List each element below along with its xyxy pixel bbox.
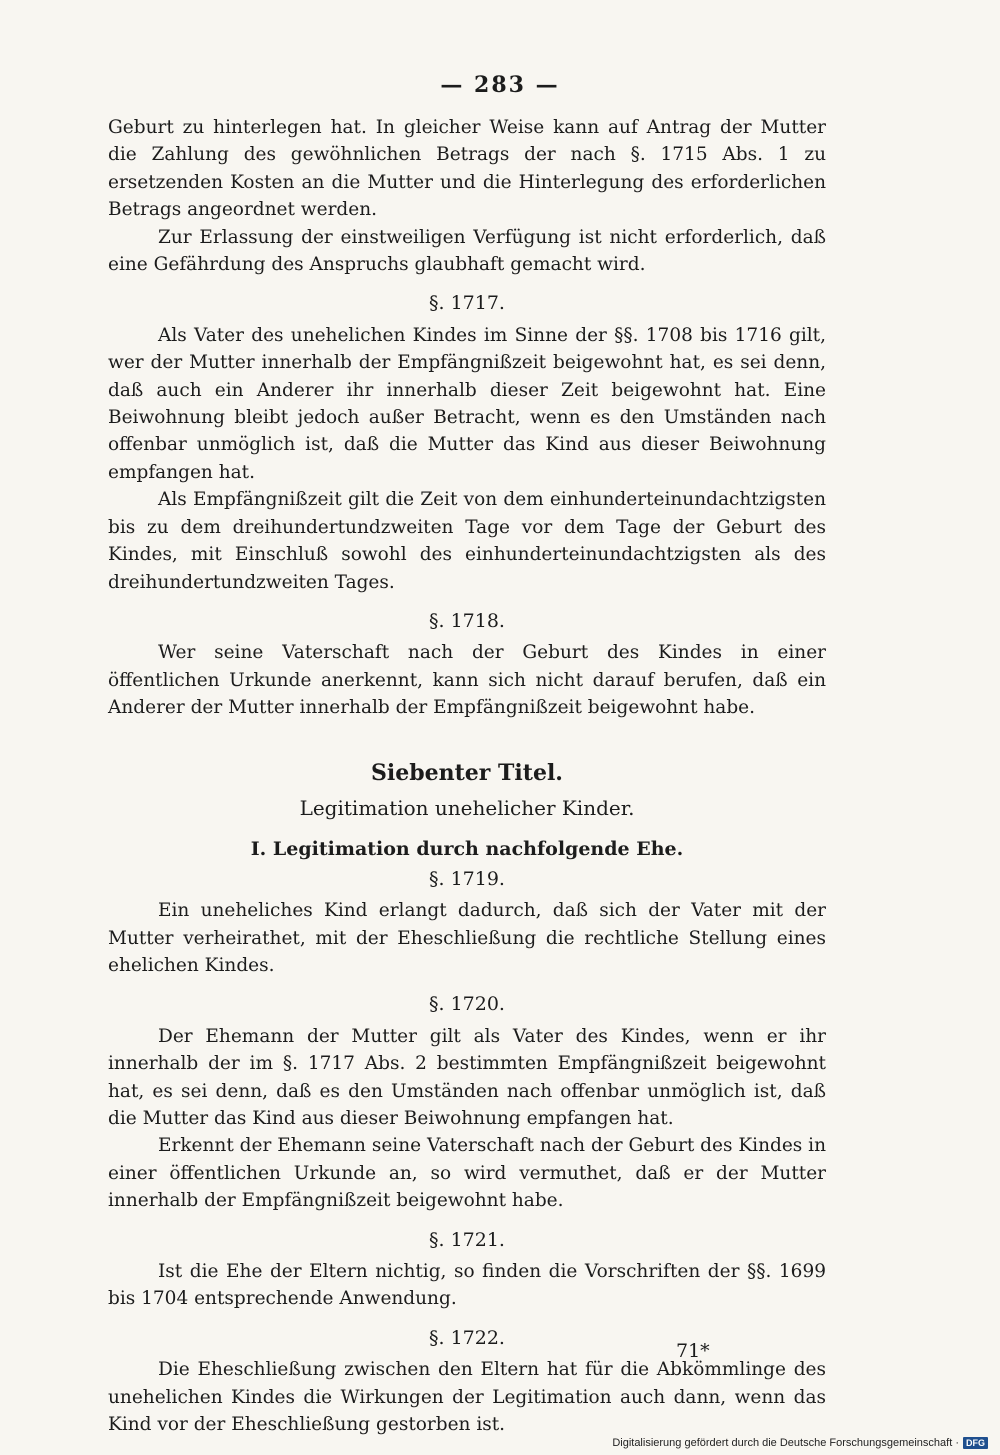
- section-heading-1722: §. 1722.: [429, 1326, 505, 1349]
- paragraph: Als Empfängnißzeit gilt die Zeit von dem einhunderteinundachtzigsten bis zu dem dreihundertundzweiten Tage vor dem Tage der Geburt des Kindes, mit Einschluß sowohl des einhunderteinundachtzigsten als des dreihundertundzweiten Tages.: [108, 489, 826, 593]
- paragraph: Ein uneheliches Kind erlangt dadurch, daß sich der Vater mit der Mutter verheirathet, mit der Eheschließung die rechtliche Stellung eines ehelichen Kindes.: [108, 900, 826, 976]
- signature-mark: 71*: [676, 1340, 710, 1362]
- paragraph: Erkennt der Ehemann seine Vaterschaft nach der Geburt des Kindes in einer öffentlichen Urkunde an, so wird vermuthet, daß er der Mutter innerhalb der Empfängnißzeit beigewohnt habe.: [108, 1135, 826, 1212]
- section-heading-1717: §. 1717.: [429, 292, 505, 315]
- paragraph: Zur Erlassung der einstweiligen Verfügung ist nicht erforderlich, daß eine Gefährdung des Anspruchs glaubhaft gemacht wird.: [108, 226, 826, 276]
- subsection-heading: I. Legitimation durch nachfolgende Ehe.: [250, 838, 684, 861]
- subtitle-heading: Legitimation unehelicher Kinder.: [299, 795, 635, 820]
- paragraph: Geburt zu hinterlegen hat. In gleicher Weise kann auf Antrag der Mutter die Zahlung des gewöhnlichen Betrags der nach §. 1715 Abs. 1 zu ersetzenden Kosten an die Mutter und die Hinterlegung des erforderlichen Betrags angeordnet werden.: [108, 117, 826, 221]
- section-heading-1718: §. 1718.: [429, 609, 505, 632]
- page-number: — 283 —: [440, 72, 560, 98]
- title-heading: Siebenter Titel.: [371, 759, 563, 786]
- page-content: [108, 114, 826, 1438]
- paragraph: Ist die Ehe der Eltern nichtig, so finden die Vorschriften der §§. 1699 bis 1704 entsprechende Anwendung.: [108, 1261, 826, 1310]
- paragraph: Der Ehemann der Mutter gilt als Vater des Kindes, wenn er ihr innerhalb der im §. 1717 Abs. 2 bestimmten Empfängnißzeit beigewohnt hat, es sei denn, daß es den Umständen nach offenbar unmöglich ist, daß die Mutter das Kind aus dieser Beiwohnung empfangen hat.: [108, 1025, 826, 1129]
- section-heading-1721: §. 1721.: [429, 1228, 505, 1251]
- section-heading-1720: §. 1720.: [429, 993, 505, 1016]
- footer-text: Digitalisierung gefördert durch die Deutsche Forschungsgemeinschaft ·: [612, 1437, 959, 1449]
- digitization-footer: [612, 1437, 988, 1449]
- section-heading-1719: §. 1719.: [429, 867, 505, 890]
- paragraph: Wer seine Vaterschaft nach der Geburt des Kindes in einer öffentlichen Urkunde anerkennt, kann sich nicht darauf berufen, daß ein Anderer der Mutter innerhalb der Empfängnißzeit beigewohnt habe.: [108, 642, 826, 719]
- dfg-logo-icon: DFG: [963, 1437, 988, 1449]
- paragraph: Als Vater des unehelichen Kindes im Sinne der §§. 1708 bis 1716 gilt, wer der Mutter innerhalb der Empfängnißzeit beigewohnt hat, es sei denn, daß auch ein Anderer ihr innerhalb dieser Zeit beigewohnt hat. Eine Beiwohnung bleibt jedoch außer Betracht, wenn es den Umständen nach offenbar unmöglich ist, daß die Mutter das Kind aus dieser Beiwohnung empfangen hat.: [108, 324, 826, 483]
- paragraph: Die Eheschließung zwischen den Eltern hat für die Abkömmlinge des unehelichen Kindes die Wirkungen der Legitimation auch dann, wenn das Kind vor der Eheschließung gestorben ist.: [108, 1359, 826, 1436]
